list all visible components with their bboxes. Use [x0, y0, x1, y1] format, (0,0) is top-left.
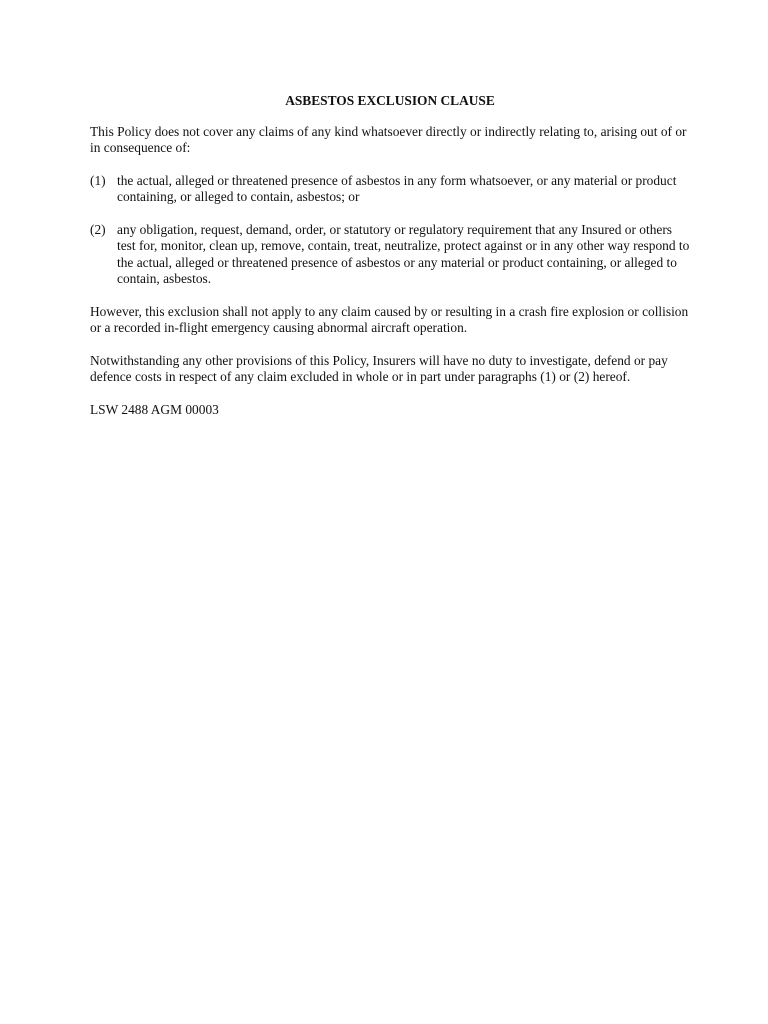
list-item: [90, 173, 690, 206]
notwithstanding-paragraph: Notwithstanding any other provisions of this Policy, Insurers will have no duty to investigate, defend or pay defence costs in respect of any claim excluded in whole or in part under paragraphs (1) or (2) hereof.: [90, 352, 668, 384]
list-item: [90, 222, 690, 288]
document-page: [90, 93, 690, 418]
item-text: the actual, alleged or threatened presence of asbestos in any form whatsoever, or any material or product containing, or alleged to contain, asbestos; or: [117, 172, 677, 204]
exception-paragraph: However, this exclusion shall not apply to any claim caused by or resulting in a crash fire explosion or collision or a recorded in-flight emergency causing abnormal aircraft operation.: [90, 303, 689, 335]
intro-paragraph: This Policy does not cover any claims of any kind whatsoever directly or indirectly relating to, arising out of or in consequence of:: [90, 123, 687, 155]
item-text: any obligation, request, demand, order, or statutory or regulatory requirement that any Insured or others test for, monitor, clean up, remove, contain, treat, neutralize, protect against or in any other way respond to the actual, alleged or threatened presence of asbestos or any material or product containing, or alleged to contain, asbestos.: [117, 221, 690, 286]
document-title: ASBESTOS EXCLUSION CLAUSE: [285, 93, 495, 108]
clause-reference: LSW 2488 AGM 00003: [90, 401, 219, 417]
item-number: (2): [90, 221, 106, 237]
item-number: (1): [90, 172, 106, 188]
